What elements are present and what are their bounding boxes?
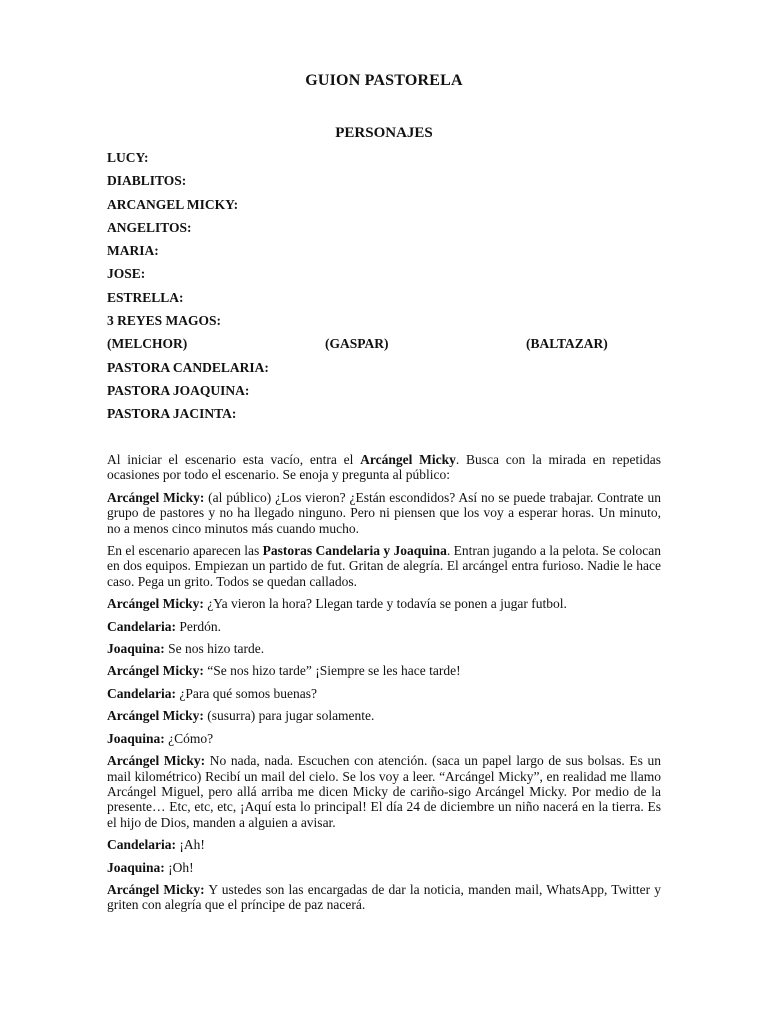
dialogue-line bbox=[107, 731, 661, 746]
dialogue-text: Y ustedes son las encargadas de dar la noticia, manden mail, WhatsApp, Twitter y griten con alegría que el príncipe de paz nacerá. bbox=[107, 881, 662, 913]
character-lucy: LUCY: bbox=[107, 150, 149, 165]
dialogue-text: Se nos hizo tarde. bbox=[164, 641, 265, 657]
dialogue-line bbox=[107, 708, 661, 723]
dialogue-text: “Se nos hizo tarde” ¡Siempre se les hace tarde! bbox=[203, 663, 461, 679]
dialogue-line bbox=[107, 837, 661, 852]
character-arcangel-micky: ARCANGEL MICKY: bbox=[107, 196, 239, 212]
dialogue-line bbox=[107, 490, 661, 536]
stage-direction bbox=[107, 543, 661, 589]
speaker-name: Joaquina: bbox=[107, 859, 165, 875]
dialogue-text: Perdón. bbox=[176, 618, 221, 634]
dialogue-line bbox=[107, 860, 661, 875]
dialogue-text: No nada, nada. Escuchen con atención. (saca un papel largo de sus bolsas. Es un mail kilométrico) Recibí un mail del cielo. Se los voy a leer. “Arcángel Micky”, en realidad me llamo Arcángel Miguel, pero allá arriba me dicen Micky de cariño-sigo Arcángel Micky. Por medio de la presente… Etc, etc, etc, ¡Aquí esta lo principal! El día 24 de diciembre un niño nacerá en la tierra. Es el hijo de Dios, manden a alguien a avisar. bbox=[107, 753, 661, 830]
characters-heading: PERSONAJES bbox=[335, 125, 433, 141]
speaker-name: Arcángel Micky: bbox=[107, 596, 204, 612]
character-jose: JOSE: bbox=[107, 266, 146, 282]
character-angelitos: ANGELITOS: bbox=[107, 219, 192, 235]
dialogue-line bbox=[107, 619, 661, 634]
character-list bbox=[107, 150, 667, 430]
character-diablitos: DIABLITOS: bbox=[107, 173, 187, 189]
character-pastora-candelaria: PASTORA CANDELARIA: bbox=[107, 359, 269, 375]
dialogue-text: ¡Ah! bbox=[176, 837, 205, 853]
king-gaspar: (GASPAR) bbox=[325, 336, 389, 352]
direction-emphasis: Pastoras Candelaria y Joaquina bbox=[262, 543, 447, 559]
direction-emphasis: Arcángel Micky bbox=[360, 452, 456, 467]
dialogue-line bbox=[107, 596, 661, 611]
speaker-name: Candelaria: bbox=[107, 837, 176, 853]
speaker-name: Joaquina: bbox=[107, 641, 165, 657]
dialogue-text: (al público) ¿Los vieron? ¿Están escondidos? Así no se puede trabajar. Contrate un grupo de pastores y no ha llegado ninguno. Pero ni piensen que los voy a esperar horas. Un minuto, no a menos cinco minutos más cuando mucho. bbox=[107, 489, 661, 536]
dialogue-line bbox=[107, 641, 661, 656]
dialogue-line bbox=[107, 663, 661, 678]
direction-text: . Entran jugando a la pelota. Se colocan en dos equipos. Empiezan un partido de fut. Gritan de alegría. El arcángel entra furioso. Nadie le hace caso. Pega un grito. Todos se quedan callados. bbox=[107, 543, 661, 589]
character-estrella: ESTRELLA: bbox=[107, 289, 184, 305]
king-melchor: (MELCHOR) bbox=[107, 336, 188, 352]
direction-text: . Busca con la mirada en repetidas ocasiones por todo el escenario. Se enoja y pregunta al público: bbox=[107, 452, 662, 483]
script-body bbox=[107, 452, 661, 920]
dialogue-text: ¿Para qué somos buenas? bbox=[176, 685, 317, 701]
kings-row bbox=[107, 336, 667, 359]
speaker-name: Arcángel Micky: bbox=[107, 663, 204, 679]
dialogue-line bbox=[107, 882, 661, 913]
speaker-name: Arcángel Micky: bbox=[107, 708, 204, 724]
dialogue-line bbox=[107, 753, 661, 830]
direction-text: Al iniciar el escenario esta vacío, entra el bbox=[107, 452, 361, 467]
speaker-name: Arcángel Micky: bbox=[107, 881, 205, 897]
character-pastora-jacinta: PASTORA JACINTA: bbox=[107, 406, 237, 422]
dialogue-text: ¡Oh! bbox=[164, 859, 194, 875]
speaker-name: Arcángel Micky: bbox=[107, 489, 205, 505]
document-title: GUION PASTORELA bbox=[305, 72, 463, 89]
character-reyes-magos: 3 REYES MAGOS: bbox=[107, 313, 222, 329]
dialogue-text: ¿Cómo? bbox=[164, 730, 214, 746]
dialogue-text: ¿Ya vieron la hora? Llegan tarde y todavía se ponen a jugar futbol. bbox=[203, 596, 567, 612]
speaker-name: Candelaria: bbox=[107, 618, 176, 634]
dialogue-line bbox=[107, 686, 661, 701]
character-pastora-joaquina: PASTORA JOAQUINA: bbox=[107, 382, 250, 398]
speaker-name: Candelaria: bbox=[107, 685, 176, 701]
speaker-name: Arcángel Micky: bbox=[107, 753, 206, 769]
dialogue-text: (susurra) para jugar solamente. bbox=[203, 708, 375, 724]
direction-text: En el escenario aparecen las bbox=[107, 543, 263, 559]
king-baltazar: (BALTAZAR) bbox=[526, 336, 608, 352]
speaker-name: Joaquina: bbox=[107, 730, 165, 746]
character-maria: MARIA: bbox=[107, 243, 159, 259]
stage-direction bbox=[107, 452, 661, 483]
